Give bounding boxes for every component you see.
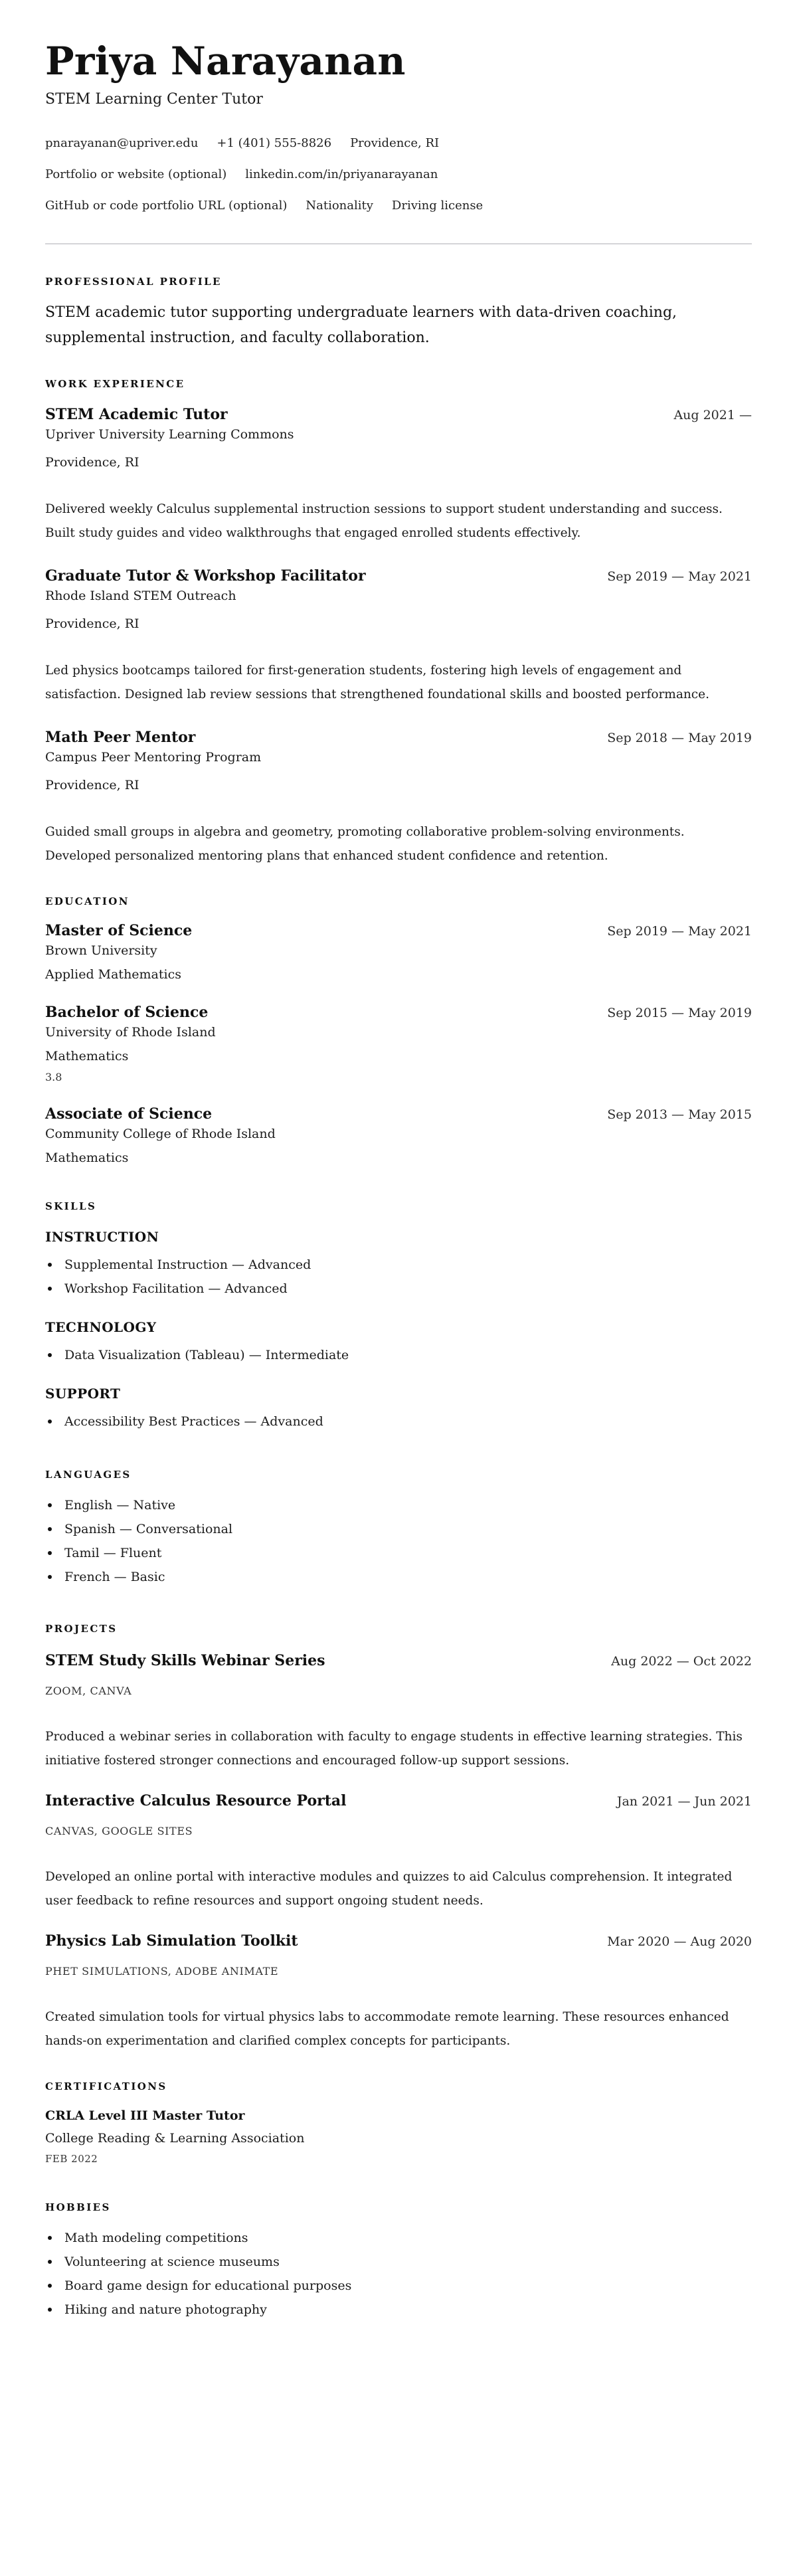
contact-row-links xyxy=(45,167,752,183)
job-description: Guided small groups in algebra and geometry, promoting collaborative problem-solving environments. Developed personalized mentoring plans that enhanced student confidence and retention. xyxy=(45,825,685,863)
project-title: STEM Study Skills Webinar Series xyxy=(45,1652,325,1669)
field-of-study: Applied Mathematics xyxy=(45,967,181,982)
job-description: Led physics bootcamps tailored for first-generation students, fostering high levels of engagement and satisfaction. Designed lab review sessions that strengthened foundational skills and boosted performance. xyxy=(45,664,709,701)
contact-nationality: Nationality xyxy=(306,199,373,213)
field-of-study: Mathematics xyxy=(45,1049,129,1063)
job-description: Delivered weekly Calculus supplemental instruction sessions to support student understanding and success. Built study guides and video walkthroughs that engaged enrolled students effectively. xyxy=(45,502,723,540)
hobby-item: Hiking and nature photography xyxy=(45,2298,752,2322)
job-title: Graduate Tutor & Workshop Facilitator xyxy=(45,567,366,585)
contact-phone[interactable]: +1 (401) 555-8826 xyxy=(217,136,332,150)
certification-date: FEB 2022 xyxy=(45,2153,98,2165)
certification-issuer: College Reading & Learning Association xyxy=(45,2131,305,2146)
certification-entry xyxy=(45,2106,752,2166)
school-name: Community College of Rhode Island xyxy=(45,1127,276,1141)
job-organization: Rhode Island STEM Outreach xyxy=(45,589,236,603)
section-heading-profile: PROFESSIONAL PROFILE xyxy=(45,276,222,288)
section-certifications xyxy=(45,2080,752,2166)
profile-summary: STEM academic tutor supporting undergraduate learners with data-driven coaching, supplemental instruction, and faculty collaboration. xyxy=(45,304,677,346)
job-organization: Upriver University Learning Commons xyxy=(45,427,294,442)
project-date: Mar 2020 — Aug 2020 xyxy=(607,1934,752,1949)
contact-email[interactable]: pnarayanan@upriver.edu xyxy=(45,136,199,150)
work-entry xyxy=(45,565,752,707)
job-location: Providence, RI xyxy=(45,616,139,631)
degree-title: Bachelor of Science xyxy=(45,1004,209,1021)
project-entry xyxy=(45,1930,752,2053)
work-entry xyxy=(45,404,752,545)
school-name: Brown University xyxy=(45,943,157,958)
contact-row-primary xyxy=(45,136,752,151)
section-heading-languages: LANGUAGES xyxy=(45,1469,132,1481)
project-description: Developed an online portal with interactive modules and quizzes to aid Calculus comprehension. It integrated user feedback to refine resources and support ongoing student needs. xyxy=(45,1870,733,1908)
skill-group xyxy=(45,1384,752,1433)
project-technologies: CANVAS, GOOGLE SITES xyxy=(45,1825,193,1837)
skill-item: Supplemental Instruction — Advanced xyxy=(45,1253,752,1277)
project-technologies: PHET SIMULATIONS, ADOBE ANIMATE xyxy=(45,1965,279,1978)
skill-group-title: TECHNOLOGY xyxy=(45,1319,157,1335)
contact-linkedin[interactable]: linkedin.com/in/priyanarayanan xyxy=(245,167,438,181)
project-title: Physics Lab Simulation Toolkit xyxy=(45,1932,298,1950)
job-title: Math Peer Mentor xyxy=(45,729,196,746)
field-of-study: Mathematics xyxy=(45,1150,129,1165)
work-entry xyxy=(45,727,752,868)
project-date: Aug 2022 — Oct 2022 xyxy=(611,1654,752,1669)
job-organization: Campus Peer Mentoring Program xyxy=(45,750,262,765)
degree-title: Master of Science xyxy=(45,922,193,939)
skill-list xyxy=(45,1410,752,1433)
skill-item: Data Visualization (Tableau) — Intermediate xyxy=(45,1343,752,1367)
hobby-item: Math modeling competitions xyxy=(45,2226,752,2250)
skill-group-title: INSTRUCTION xyxy=(45,1229,159,1245)
project-entry xyxy=(45,1790,752,1913)
contact-location: Providence, RI xyxy=(350,136,440,150)
section-heading-projects: PROJECTS xyxy=(45,1623,118,1635)
contact-github[interactable]: GitHub or code portfolio URL (optional) xyxy=(45,199,288,213)
section-heading-certifications: CERTIFICATIONS xyxy=(45,2080,167,2092)
hobby-list xyxy=(45,2226,752,2322)
degree-date: Sep 2015 — May 2019 xyxy=(607,1006,752,1020)
section-heading-skills: SKILLS xyxy=(45,1200,97,1212)
job-title: STEM Academic Tutor xyxy=(45,406,228,423)
language-list xyxy=(45,1493,752,1589)
education-entry xyxy=(45,1002,752,1085)
gpa: 3.8 xyxy=(45,1071,62,1083)
school-name: University of Rhode Island xyxy=(45,1025,216,1040)
skill-group-title: SUPPORT xyxy=(45,1386,121,1402)
candidate-title: STEM Learning Center Tutor xyxy=(45,91,263,108)
job-location: Providence, RI xyxy=(45,778,139,792)
section-languages xyxy=(45,1468,752,1589)
section-heading-work: WORK EXPERIENCE xyxy=(45,378,185,390)
skill-list xyxy=(45,1253,752,1301)
contact-row-extra xyxy=(45,198,752,214)
hobby-item: Board game design for educational purposes xyxy=(45,2274,752,2298)
section-skills xyxy=(45,1200,752,1433)
contact-portfolio[interactable]: Portfolio or website (optional) xyxy=(45,167,227,181)
section-profile xyxy=(45,275,752,351)
contact-driving-license: Driving license xyxy=(391,199,484,213)
project-date: Jan 2021 — Jun 2021 xyxy=(616,1794,752,1809)
hobby-item: Volunteering at science museums xyxy=(45,2250,752,2274)
skill-list xyxy=(45,1343,752,1367)
section-work-experience xyxy=(45,377,752,868)
project-technologies: ZOOM, CANVA xyxy=(45,1685,132,1697)
language-item: English — Native xyxy=(45,1493,752,1517)
header-divider xyxy=(45,243,752,244)
job-location: Providence, RI xyxy=(45,455,139,470)
project-description: Produced a webinar series in collaboration with faculty to engage students in effective learning strategies. This initiative fostered stronger connections and encouraged follow-up support sessions. xyxy=(45,1730,743,1768)
language-item: Spanish — Conversational xyxy=(45,1517,752,1541)
degree-date: Sep 2019 — May 2021 xyxy=(607,924,752,939)
section-hobbies xyxy=(45,2201,752,2322)
education-entry xyxy=(45,1103,752,1166)
skill-item: Workshop Facilitation — Advanced xyxy=(45,1277,752,1301)
project-entry xyxy=(45,1650,752,1773)
degree-date: Sep 2013 — May 2015 xyxy=(607,1107,752,1122)
project-title: Interactive Calculus Resource Portal xyxy=(45,1792,347,1809)
candidate-name: Priya Narayanan xyxy=(45,39,406,84)
project-description: Created simulation tools for virtual physics labs to accommodate remote learning. These resources enhanced hands-on experimentation and clarified complex concepts for participants. xyxy=(45,2010,729,2048)
education-entry xyxy=(45,920,752,983)
skill-item: Accessibility Best Practices — Advanced xyxy=(45,1410,752,1433)
language-item: French — Basic xyxy=(45,1565,752,1589)
skill-group xyxy=(45,1228,752,1301)
certification-title: CRLA Level III Master Tutor xyxy=(45,2108,245,2123)
skill-group xyxy=(45,1318,752,1367)
section-education xyxy=(45,895,752,1166)
job-date: Sep 2019 — May 2021 xyxy=(607,569,752,584)
section-projects xyxy=(45,1622,752,2053)
resume-header xyxy=(45,37,752,214)
job-date: Sep 2018 — May 2019 xyxy=(607,731,752,745)
section-heading-education: EDUCATION xyxy=(45,895,130,907)
job-date: Aug 2021 — xyxy=(673,408,752,422)
section-heading-hobbies: HOBBIES xyxy=(45,2201,111,2213)
degree-title: Associate of Science xyxy=(45,1105,213,1123)
language-item: Tamil — Fluent xyxy=(45,1541,752,1565)
